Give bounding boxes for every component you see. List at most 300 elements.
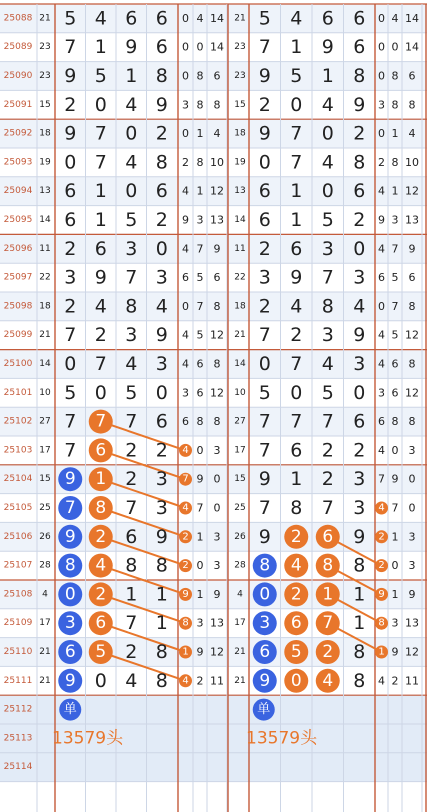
- digit-value: 7: [125, 410, 138, 433]
- digit-value: 8: [155, 151, 168, 174]
- stat-value: 1: [196, 184, 204, 198]
- digit-value: 9: [64, 65, 77, 87]
- stat-value: 1: [391, 587, 399, 601]
- digit-value: 6: [353, 180, 366, 203]
- digit-value: 7: [258, 410, 271, 433]
- stat-value: 0: [408, 472, 416, 486]
- stat-ball-value: 1: [182, 646, 189, 658]
- sum-value: 11: [234, 243, 246, 254]
- stat-value: 12: [405, 328, 419, 342]
- sum-value: 25: [234, 503, 246, 513]
- digit-ball-value: 8: [322, 555, 334, 576]
- stat-ball-value: 9: [182, 588, 189, 600]
- issue-number: 25114: [3, 762, 33, 773]
- stat-value: 7: [378, 472, 385, 486]
- stat-value: 12: [210, 184, 224, 198]
- single-badge-label: 单: [257, 702, 271, 718]
- digit-ball-value: 9: [64, 469, 76, 490]
- digit-value: 2: [258, 295, 271, 318]
- digit-value: 4: [290, 295, 303, 318]
- issue-number: 25098: [3, 301, 33, 312]
- digit-value: 0: [353, 381, 366, 404]
- digit-value: 4: [321, 93, 334, 116]
- sum-value: 26: [39, 531, 51, 542]
- stat-value: 6: [378, 271, 385, 285]
- digit-value: 9: [258, 468, 271, 491]
- digit-value: 4: [125, 93, 138, 116]
- stat-value: 8: [213, 357, 221, 371]
- digit-value: 2: [321, 468, 334, 491]
- pattern-note: 13579头: [246, 728, 318, 749]
- stat-value: 3: [213, 530, 221, 544]
- digit-ball-value: 1: [95, 469, 107, 490]
- stat-value: 0: [378, 299, 385, 313]
- stat-value: 0: [196, 40, 204, 54]
- sum-value: 27: [234, 416, 246, 427]
- stat-value: 3: [391, 213, 399, 227]
- digit-value: 1: [94, 180, 107, 203]
- digit-value: 6: [155, 36, 168, 59]
- stat-value: 3: [378, 386, 385, 400]
- digit-ball-value: 2: [95, 526, 107, 547]
- stat-value: 7: [391, 242, 399, 256]
- digit-value: 6: [125, 525, 138, 548]
- digit-ball-value: 6: [95, 613, 107, 634]
- issue-number: 25096: [3, 243, 33, 254]
- digit-value: 8: [125, 295, 138, 318]
- digit-value: 5: [321, 381, 334, 404]
- digit-value: 7: [94, 122, 107, 145]
- stat-value: 3: [182, 386, 189, 400]
- digit-value: 0: [125, 180, 138, 203]
- stat-value: 9: [196, 472, 204, 486]
- issue-number: 25090: [3, 71, 33, 81]
- sum-value: 22: [39, 272, 51, 283]
- stat-ball-value: 2: [182, 531, 189, 543]
- stat-value: 7: [196, 299, 204, 313]
- stat-ball-value: 2: [378, 560, 385, 572]
- digit-ball-value: 9: [259, 670, 271, 691]
- stat-value: 12: [210, 386, 224, 400]
- digit-value: 9: [353, 525, 366, 548]
- sum-value: 23: [39, 42, 51, 53]
- digit-value: 1: [94, 36, 107, 59]
- digit-value: 4: [125, 669, 138, 692]
- stat-value: 5: [391, 328, 399, 342]
- sum-value: 14: [234, 359, 246, 369]
- digit-value: 8: [155, 641, 168, 663]
- digit-ball-value: 7: [64, 498, 76, 518]
- stat-ball-value: 7: [182, 473, 189, 485]
- stat-value: 6: [408, 271, 416, 285]
- sum-value: 17: [39, 618, 51, 629]
- issue-number: 25108: [3, 589, 33, 600]
- digit-value: 7: [64, 36, 77, 59]
- digit-value: 0: [258, 151, 271, 174]
- digit-value: 4: [155, 295, 168, 318]
- stat-value: 6: [196, 386, 204, 400]
- stat-value: 1: [196, 587, 204, 601]
- stat-value: 5: [196, 271, 204, 285]
- digit-value: 9: [258, 122, 271, 145]
- sum-value: 21: [39, 675, 51, 686]
- digit-value: 7: [321, 266, 334, 289]
- stat-ball-value: 2: [182, 560, 189, 572]
- issue-number: 25088: [3, 13, 33, 24]
- digit-ball-value: 2: [290, 584, 302, 605]
- digit-ball-value: 6: [322, 526, 334, 547]
- stat-value: 9: [213, 242, 221, 256]
- stat-value: 5: [391, 271, 399, 285]
- stat-value: 11: [405, 674, 419, 688]
- digit-value: 1: [125, 583, 138, 606]
- stat-value: 4: [182, 357, 189, 371]
- issue-number: 25091: [3, 99, 33, 110]
- digit-value: 7: [94, 151, 107, 174]
- digit-value: 6: [64, 209, 77, 231]
- stat-ball-value: 4: [182, 444, 189, 456]
- stat-value: 6: [378, 415, 385, 429]
- sum-value: 15: [39, 99, 51, 110]
- stat-value: 8: [391, 69, 399, 83]
- sum-value: 19: [39, 157, 51, 168]
- stat-value: 8: [391, 98, 399, 112]
- digit-ball-value: 6: [290, 613, 302, 634]
- digit-value: 4: [125, 151, 138, 174]
- digit-ball-value: 8: [259, 555, 271, 576]
- stat-value: 4: [213, 127, 221, 141]
- digit-ball-value: 4: [290, 555, 302, 576]
- digit-value: 1: [94, 209, 107, 231]
- sum-value: 23: [234, 42, 246, 53]
- stat-value: 12: [405, 184, 419, 198]
- sum-value: 17: [234, 618, 246, 629]
- stat-value: 7: [196, 501, 204, 515]
- stat-value: 14: [210, 40, 224, 54]
- digit-ball-value: 0: [290, 670, 302, 691]
- digit-value: 8: [353, 65, 366, 87]
- digit-value: 0: [321, 180, 334, 203]
- stat-value: 3: [213, 559, 221, 573]
- digit-value: 3: [353, 353, 366, 375]
- stat-value: 4: [182, 328, 189, 342]
- digit-value: 2: [125, 468, 138, 491]
- digit-ball-value: 2: [322, 642, 334, 662]
- sum-value: 23: [39, 71, 51, 81]
- stat-value: 3: [408, 530, 416, 544]
- sum-value: 21: [234, 675, 246, 686]
- stat-value: 8: [196, 98, 204, 112]
- digit-value: 1: [290, 36, 303, 59]
- sum-value: 10: [234, 387, 246, 398]
- digit-value: 2: [258, 237, 271, 260]
- digit-value: 6: [155, 180, 168, 203]
- digit-value: 9: [353, 324, 366, 347]
- sum-value: 21: [39, 647, 51, 657]
- stat-value: 6: [408, 69, 416, 83]
- digit-ball-value: 2: [290, 526, 302, 547]
- sum-value: 15: [39, 474, 51, 485]
- digit-value: 0: [258, 353, 271, 375]
- stat-value: 1: [391, 530, 399, 544]
- digit-ball-value: 6: [259, 642, 271, 662]
- digit-value: 8: [155, 669, 168, 692]
- stat-value: 4: [378, 357, 385, 371]
- sum-value: 18: [39, 301, 51, 312]
- issue-number: 25099: [3, 330, 33, 341]
- stat-value: 1: [196, 127, 204, 141]
- issue-number: 25111: [3, 675, 33, 686]
- sum-value: 25: [39, 503, 51, 513]
- single-badge-label: 单: [63, 702, 77, 718]
- digit-ball-value: 4: [322, 670, 334, 691]
- stat-value: 2: [182, 155, 189, 169]
- digit-value: 1: [155, 612, 168, 635]
- stat-value: 3: [391, 616, 399, 630]
- digit-value: 8: [155, 554, 168, 577]
- digit-value: 0: [64, 353, 77, 375]
- sum-value: 26: [234, 531, 246, 542]
- digit-value: 0: [290, 381, 303, 404]
- digit-value: 2: [155, 439, 168, 462]
- stat-value: 3: [182, 98, 189, 112]
- digit-value: 1: [321, 65, 334, 87]
- digit-value: 1: [125, 65, 138, 87]
- issue-number: 25100: [3, 359, 33, 369]
- stat-ball-value: 9: [378, 588, 385, 600]
- digit-value: 6: [353, 7, 366, 30]
- digit-ball-value: 0: [64, 584, 76, 605]
- sum-value: 13: [234, 186, 246, 197]
- digit-value: 3: [321, 237, 334, 260]
- stat-value: 4: [408, 127, 416, 141]
- digit-value: 9: [258, 65, 271, 87]
- stat-value: 3: [378, 98, 385, 112]
- stat-value: 11: [210, 674, 224, 688]
- digit-value: 9: [321, 36, 334, 59]
- digit-value: 7: [94, 353, 107, 375]
- digit-value: 3: [258, 266, 271, 289]
- stat-value: 7: [196, 242, 204, 256]
- stat-value: 8: [196, 155, 204, 169]
- digit-value: 6: [125, 7, 138, 30]
- digit-value: 8: [125, 554, 138, 577]
- issue-number: 25102: [3, 416, 33, 427]
- issue-number: 25094: [3, 186, 33, 197]
- digit-value: 7: [258, 439, 271, 462]
- digit-ball-value: 7: [322, 613, 334, 634]
- stat-value: 0: [213, 472, 221, 486]
- digit-value: 2: [64, 295, 77, 318]
- stat-value: 12: [405, 645, 419, 659]
- digit-value: 4: [321, 353, 334, 375]
- issue-number: 25109: [3, 618, 33, 629]
- digit-value: 9: [125, 36, 138, 59]
- stat-value: 0: [378, 40, 385, 54]
- digit-value: 5: [258, 381, 271, 404]
- sum-value: 21: [234, 13, 246, 24]
- digit-value: 3: [353, 468, 366, 491]
- stat-value: 4: [378, 674, 385, 688]
- digit-value: 9: [155, 93, 168, 116]
- stat-value: 6: [391, 386, 399, 400]
- digit-value: 7: [64, 324, 77, 347]
- sum-value: 21: [234, 647, 246, 657]
- stat-value: 2: [196, 674, 204, 688]
- digit-value: 7: [64, 439, 77, 462]
- stat-value: 1: [391, 184, 399, 198]
- stat-value: 0: [378, 11, 385, 25]
- stat-ball-value: 8: [182, 617, 189, 629]
- digit-value: 4: [353, 295, 366, 318]
- stat-value: 6: [182, 271, 189, 285]
- stat-value: 5: [196, 328, 204, 342]
- stat-value: 0: [391, 40, 399, 54]
- stat-value: 13: [210, 213, 224, 227]
- stat-value: 6: [182, 415, 189, 429]
- stat-value: 0: [182, 127, 189, 141]
- stat-value: 10: [210, 155, 224, 169]
- stat-value: 8: [408, 98, 416, 112]
- sum-value: 17: [234, 445, 246, 456]
- stat-value: 0: [391, 443, 399, 457]
- digit-value: 4: [125, 353, 138, 375]
- stat-value: 4: [182, 184, 189, 198]
- stat-value: 14: [405, 40, 419, 54]
- digit-value: 6: [321, 7, 334, 30]
- footer-row-bg: [0, 753, 427, 782]
- digit-value: 7: [290, 353, 303, 375]
- stat-value: 1: [196, 530, 204, 544]
- stat-ball-value: 1: [378, 646, 385, 658]
- issue-number: 25103: [3, 445, 33, 456]
- stat-value: 6: [196, 357, 204, 371]
- stat-value: 9: [391, 645, 399, 659]
- digit-value: 3: [353, 497, 366, 519]
- digit-value: 5: [64, 381, 77, 404]
- sum-value: 14: [39, 215, 51, 225]
- digit-value: 3: [125, 324, 138, 347]
- issue-number: 25107: [3, 560, 33, 571]
- digit-value: 8: [353, 669, 366, 692]
- digit-value: 7: [125, 612, 138, 635]
- digit-value: 5: [94, 65, 107, 87]
- sum-value: 14: [39, 359, 51, 369]
- digit-value: 9: [258, 525, 271, 548]
- digit-value: 8: [321, 295, 334, 318]
- digit-ball-value: 5: [95, 642, 107, 662]
- stat-value: 12: [210, 645, 224, 659]
- issue-number: 25110: [3, 647, 33, 657]
- digit-value: 6: [353, 410, 366, 433]
- digit-value: 7: [125, 497, 138, 519]
- digit-value: 4: [290, 7, 303, 30]
- digit-value: 1: [290, 180, 303, 203]
- digit-value: 7: [258, 324, 271, 347]
- digit-value: 1: [353, 583, 366, 606]
- digit-ball-value: 7: [95, 411, 107, 432]
- stat-value: 0: [391, 559, 399, 573]
- stat-value: 0: [182, 40, 189, 54]
- stat-value: 0: [182, 11, 189, 25]
- issue-number: 25104: [3, 474, 33, 485]
- sum-value: 18: [234, 301, 246, 312]
- sum-value: 21: [39, 13, 51, 24]
- stat-value: 4: [378, 242, 385, 256]
- digit-value: 7: [290, 151, 303, 174]
- pattern-note: 13579头: [52, 728, 124, 749]
- digit-value: 0: [155, 237, 168, 260]
- digit-value: 0: [155, 381, 168, 404]
- stat-value: 8: [196, 415, 204, 429]
- sum-value: 17: [39, 445, 51, 456]
- digit-value: 1: [290, 209, 303, 231]
- stat-ball-value: 4: [182, 675, 189, 687]
- digit-value: 3: [155, 497, 168, 519]
- digit-value: 2: [125, 439, 138, 462]
- stat-value: 13: [405, 616, 419, 630]
- digit-value: 8: [353, 151, 366, 174]
- sum-value: 14: [234, 215, 246, 225]
- sum-value: 13: [39, 186, 51, 197]
- sum-value: 21: [234, 330, 246, 341]
- sum-value: 10: [39, 387, 51, 398]
- issue-number: 25101: [3, 387, 33, 398]
- stat-value: 9: [391, 472, 399, 486]
- sum-value: 18: [39, 128, 51, 139]
- digit-value: 2: [94, 324, 107, 347]
- issue-number: 25095: [3, 215, 33, 225]
- stat-value: 8: [213, 415, 221, 429]
- sum-value: 18: [234, 128, 246, 139]
- stat-value: 0: [213, 501, 221, 515]
- stat-value: 6: [391, 357, 399, 371]
- stat-value: 2: [378, 155, 385, 169]
- digit-value: 2: [64, 93, 77, 116]
- stat-value: 9: [196, 645, 204, 659]
- digit-value: 7: [290, 122, 303, 145]
- sum-value: 27: [39, 416, 51, 427]
- digit-value: 3: [321, 324, 334, 347]
- sum-value: 4: [42, 589, 48, 600]
- digit-value: 7: [258, 497, 271, 519]
- sum-value: 28: [39, 560, 51, 571]
- stat-ball-value: 4: [378, 502, 385, 514]
- issue-number: 25092: [3, 128, 33, 139]
- issue-number: 25112: [3, 704, 33, 715]
- digit-ball-value: 9: [64, 670, 76, 691]
- digit-value: 1: [353, 612, 366, 635]
- stat-value: 0: [196, 559, 204, 573]
- digit-value: 8: [353, 641, 366, 663]
- digit-ball-value: 2: [95, 584, 107, 605]
- stat-value: 3: [196, 213, 204, 227]
- digit-ball-value: 0: [259, 584, 271, 605]
- issue-number: 25097: [3, 272, 33, 283]
- stat-value: 4: [378, 184, 385, 198]
- stat-value: 8: [408, 415, 416, 429]
- issue-number: 25113: [3, 733, 33, 744]
- digit-value: 3: [353, 266, 366, 289]
- sum-value: 15: [234, 99, 246, 110]
- digit-value: 4: [94, 7, 107, 30]
- digit-value: 4: [321, 151, 334, 174]
- digit-value: 7: [321, 497, 334, 519]
- digit-value: 0: [321, 122, 334, 145]
- stat-value: 7: [391, 299, 399, 313]
- stat-value: 9: [408, 242, 416, 256]
- digit-value: 9: [94, 266, 107, 289]
